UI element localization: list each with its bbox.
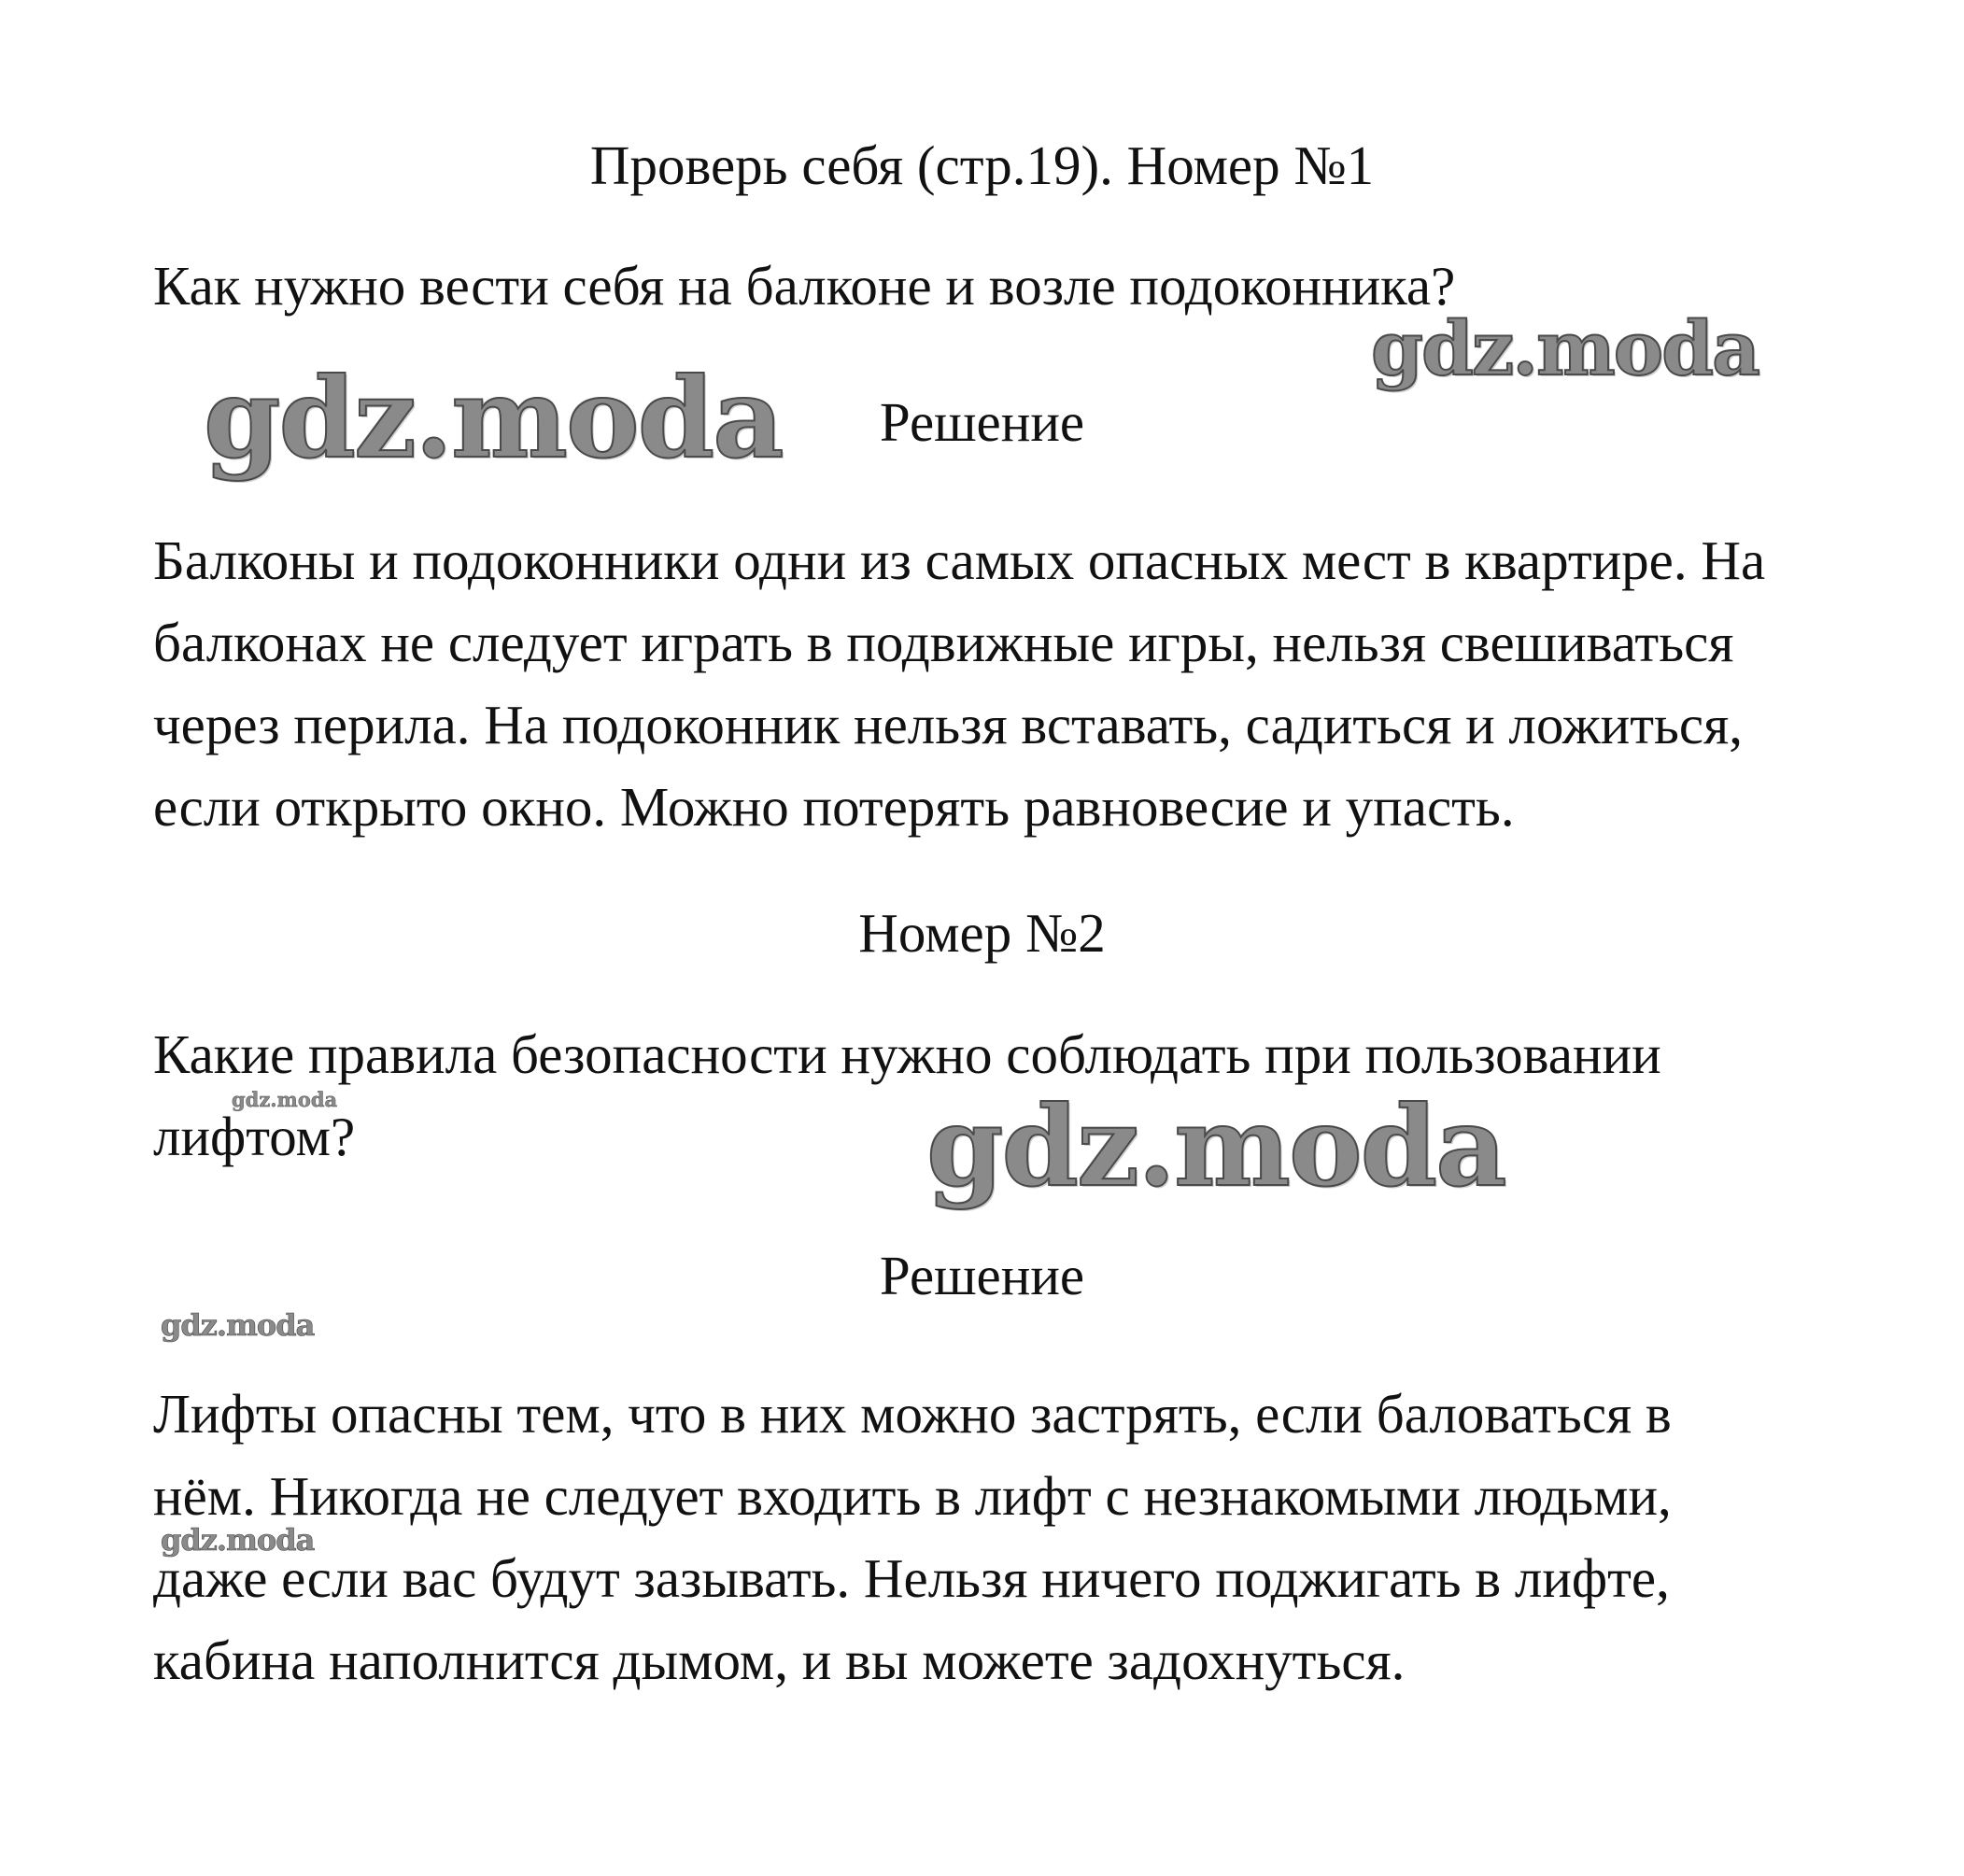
answer-line: даже если вас будут зазывать. Нельзя ничего поджигать в лифте,	[153, 1547, 1670, 1609]
task1-solution-label: Решение	[879, 391, 1085, 453]
task1-answer	[153, 519, 1834, 848]
task1-question: Как нужно вести себя на балконе и возле подоконника?	[153, 255, 1456, 317]
question-line: Какие правила безопасности нужно соблюдать при пользовании	[153, 1023, 1661, 1085]
watermark: gdz.moda	[926, 1081, 1505, 1211]
watermark: gdz.moda	[1371, 304, 1759, 392]
watermark: gdz.moda	[232, 1088, 338, 1111]
page-title: Проверь себя (стр.19). Номер №1	[589, 134, 1375, 196]
task2-answer	[153, 1373, 1834, 1701]
watermark: gdz.moda	[161, 1522, 315, 1558]
answer-line: Балконы и подоконники одни из самых опасных мест в квартире. На	[153, 529, 1766, 591]
answer-line: нём. Никогда не следует входить в лифт с незнакомыми людьми,	[153, 1465, 1672, 1527]
answer-line: через перила. На подоконник нельзя вставать, садиться и ложиться,	[153, 694, 1744, 755]
answer-line: кабина наполнится дымом, и вы можете задохнуться.	[153, 1629, 1406, 1691]
answer-line: Лифты опасны тем, что в них можно застрять, если баловаться в	[153, 1383, 1672, 1445]
task2-solution-label: Решение	[879, 1245, 1085, 1306]
task2-number: Номер №2	[858, 902, 1106, 964]
watermark: gdz.moda	[161, 1307, 315, 1343]
answer-line: если открыто окно. Можно потерять равновесие и упасть.	[153, 776, 1515, 838]
watermark: gdz.moda	[204, 353, 783, 483]
question-line: лифтом?	[153, 1106, 356, 1167]
answer-line: балконах не следует играть в подвижные игры, нельзя свешиваться	[153, 612, 1734, 673]
